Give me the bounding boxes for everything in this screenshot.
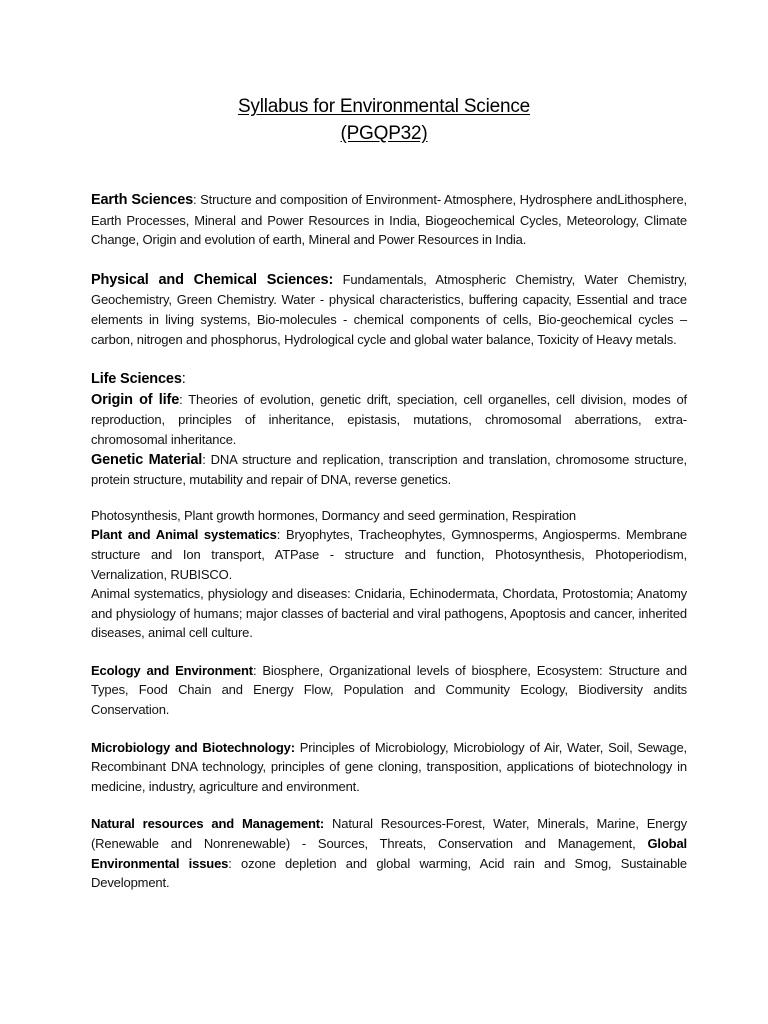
syllabus-content	[91, 190, 687, 893]
section-natural-resources	[91, 814, 687, 892]
section-genetic-material	[91, 450, 687, 490]
text-physical-chemical: Fundamentals, Atmospheric Chemistry, Water Chemistry, Geochemistry, Green Chemistry. Water - physical characteristics, buffering capacity, Essential and trace elements in living systems, Bio-molecules - chemical components of cells, Bio-geochemical cycles – carbon, nitrogen and phosphorus, Hydrological cycle and global water balance, Toxicity of Heavy metals.	[91, 271, 687, 347]
heading-life-sciences: Life Sciences	[91, 371, 182, 388]
heading-natural-resources: Natural resources and Management:	[91, 816, 325, 832]
section-plant-animal-systematics	[91, 525, 687, 584]
heading-microbiology: Microbiology and Biotechnology:	[91, 739, 295, 755]
heading-plant-animal-systematics: Plant and Animal systematics	[91, 527, 277, 543]
text-plant-animal-systematics: : Bryophytes, Tracheophytes, Gymnosperms, Angiosperms. Membrane structure and Ion transport, ATPase - structure and function, Photosynthesis, Photoperiodism, Vernalization, RUBISCO.	[91, 527, 687, 582]
text-microbiology: Principles of Microbiology, Microbiology of Air, Water, Soil, Sewage, Recombinant DNA technology, principles of gene cloning, transposition, applications of biotechnology in medicine, industry, agriculture and environment.	[91, 739, 687, 794]
text-global-issues: : ozone depletion and global warming, Acid rain and Smog, Sustainable Development.	[91, 855, 687, 891]
section-microbiology	[91, 738, 687, 797]
section-earth-sciences	[91, 190, 687, 250]
page-title: Syllabus for Environmental Science	[237, 96, 531, 117]
text-natural-resources: Natural Resources-Forest, Water, Minerals, Marine, Energy (Renewable and Nonrenewable) - Sources, Threats, Conservation and Management,	[91, 816, 688, 852]
text-photosynthesis: Photosynthesis, Plant growth hormones, Dormancy and seed germination, Respiration	[91, 507, 576, 523]
section-animal-systematics	[91, 584, 687, 643]
life-sciences-colon: :	[181, 371, 186, 388]
text-ecology: : Biosphere, Organizational levels of biosphere, Ecosystem: Structure and Types, Food Chain and Energy Flow, Population and Community Ecology, Biodiversity andits Conservation.	[91, 662, 687, 718]
heading-physical-chemical: Physical and Chemical Sciences:	[91, 271, 334, 288]
section-origin-of-life	[91, 390, 687, 450]
heading-genetic-material: Genetic Material	[91, 451, 203, 468]
title-block	[0, 93, 768, 147]
heading-earth-sciences: Earth Sciences	[91, 192, 194, 208]
section-physical-chemical	[91, 270, 687, 349]
section-life-sciences	[91, 369, 687, 390]
text-genetic-material: : DNA structure and replication, transcription and translation, chromosome structure, protein structure, mutability and repair of DNA, reverse genetics.	[91, 451, 687, 488]
heading-ecology: Ecology and Environment	[91, 662, 253, 678]
text-earth-sciences: : Structure and composition of Environment- Atmosphere, Hydrosphere andLithosphere, Earth Processes, Mineral and Power Resources in India, Biogeochemical Cycles, Meteorology, Climate Change, Origin and evolution of earth, Mineral and Power Resources in India.	[91, 192, 687, 248]
text-animal-systematics: Animal systematics, physiology and diseases: Cnidaria, Echinodermata, Chordata, Protostomia; Anatomy and physiology of humans; major classes of bacterial and viral pathogens, Apoptosis and cancer, inherited diseases, animal cell culture.	[91, 586, 687, 641]
course-code: (PGQP32)	[340, 123, 428, 144]
heading-global-issues: Global Environmental issues	[91, 836, 687, 871]
heading-origin-of-life: Origin of life	[91, 391, 180, 408]
section-photosynthesis	[91, 506, 687, 526]
text-origin-of-life: : Theories of evolution, genetic drift, speciation, cell organelles, cell division, modes of reproduction, principles of inheritance, epistasis, mutations, chromosomal aberrations, extra- chromosomal inheritance.	[91, 391, 687, 447]
section-ecology	[91, 661, 687, 720]
